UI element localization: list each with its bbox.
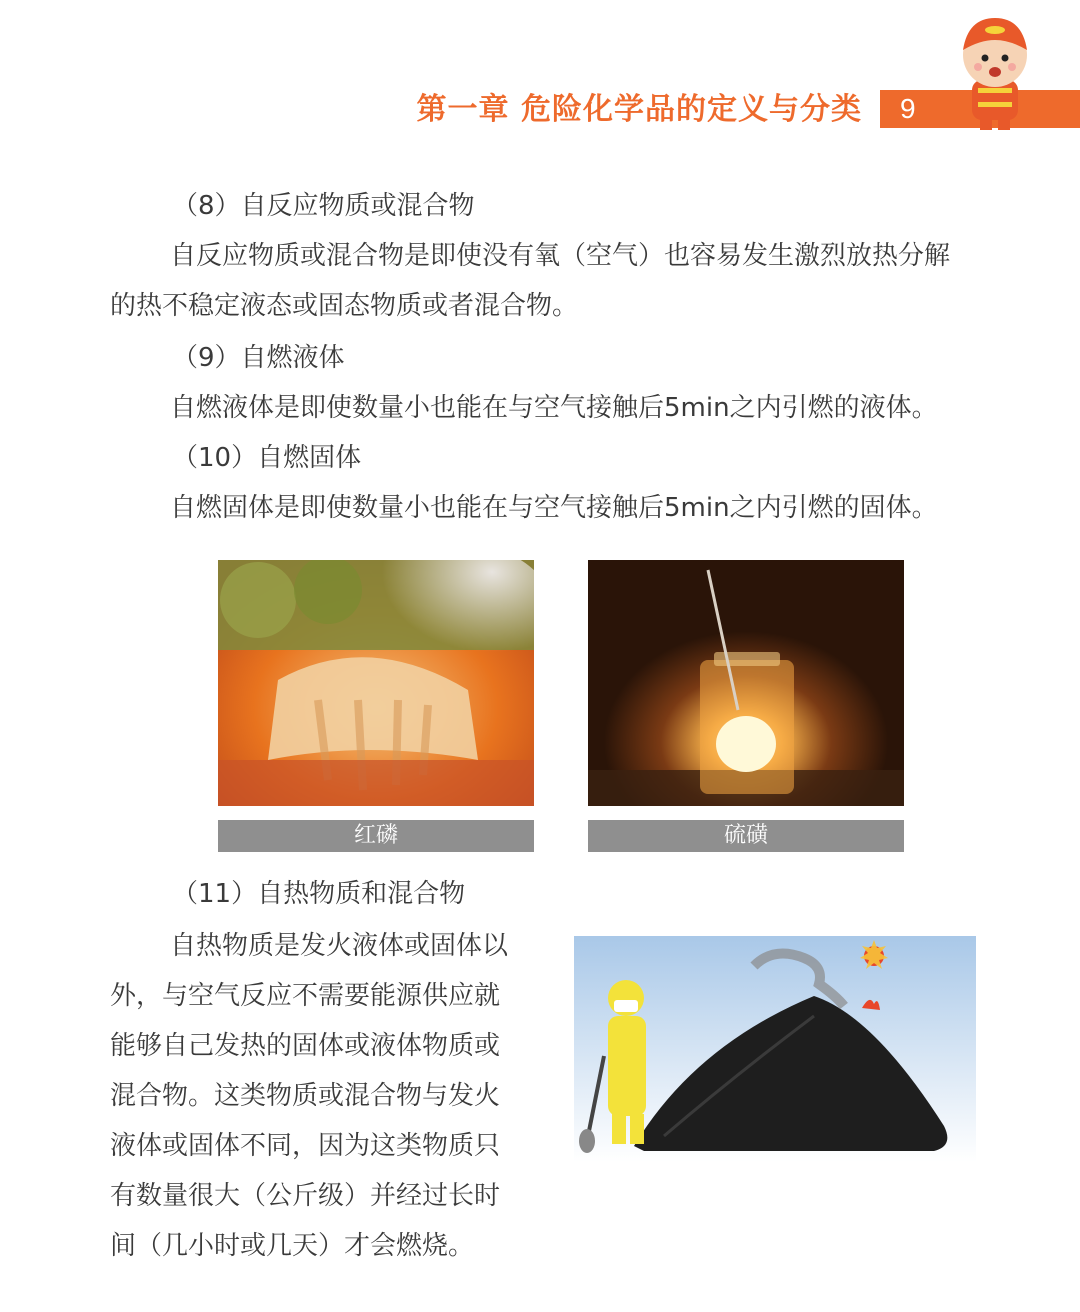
section-8-text-line-2: 的热不稳定液态或固态物质或者混合物。	[110, 291, 579, 321]
section-11-text-line: 有数量很大（公斤级）并经过长时	[110, 1181, 501, 1211]
self-heating-coal-cartoon	[574, 936, 976, 1162]
sulfur-photo	[588, 560, 904, 806]
section-9-text: 自燃液体是即使数量小也能在与空气接触后5min之内引燃的液体。	[170, 393, 938, 423]
section-10-heading: （10）自燃固体	[172, 443, 362, 473]
section-11-text-line: 自热物质是发火液体或固体以	[170, 931, 509, 961]
section-11-text-line: 外，与空气反应不需要能源供应就	[110, 981, 501, 1011]
section-11-heading: （11）自热物质和混合物	[172, 879, 466, 909]
section-11-text-line: 液体或固体不同，因为这类物质只	[110, 1131, 501, 1161]
mascot-icon	[940, 10, 1050, 132]
section-8-heading: （8）自反应物质或混合物	[172, 191, 475, 221]
chapter-title: 第一章 危险化学品的定义与分类	[416, 92, 862, 127]
sulfur-caption: 硫磺	[588, 820, 904, 852]
section-11-text-line: 混合物。这类物质或混合物与发火	[110, 1081, 501, 1111]
section-10-text: 自燃固体是即使数量小也能在与空气接触后5min之内引燃的固体。	[170, 493, 938, 523]
section-8-text-line-1: 自反应物质或混合物是即使没有氧（空气）也容易发生激烈放热分解	[170, 241, 951, 271]
page-number: 9	[900, 93, 916, 124]
red-phosphorus-caption: 红磷	[218, 820, 534, 852]
section-9-heading: （9）自燃液体	[172, 343, 345, 373]
red-phosphorus-photo	[218, 560, 534, 806]
section-11-text-line: 间（几小时或几天）才会燃烧。	[110, 1231, 475, 1261]
section-11-text-line: 能够自己发热的固体或液体物质或	[110, 1031, 501, 1061]
